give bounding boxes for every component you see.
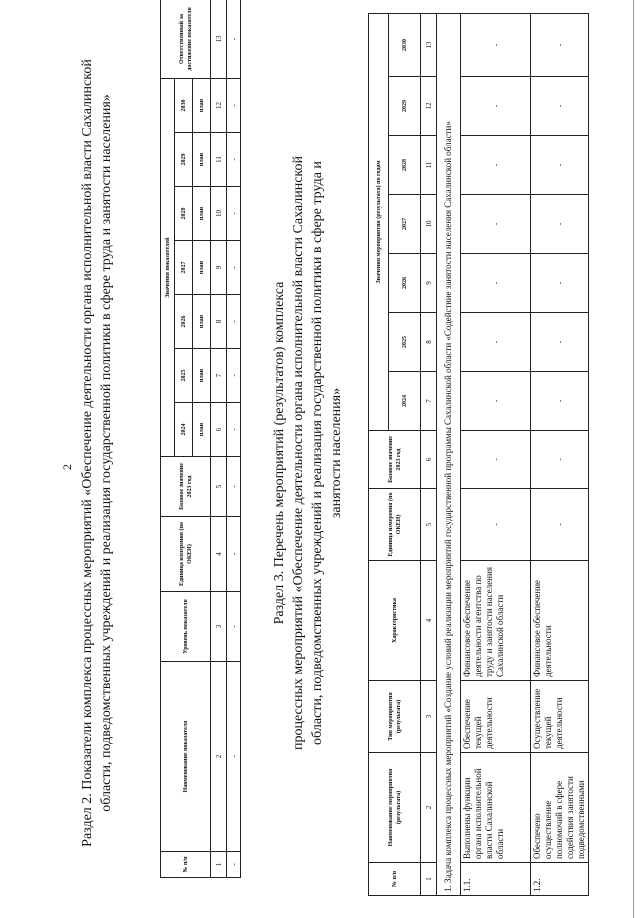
table-cell: - — [227, 78, 241, 132]
year-header: 2026 — [175, 295, 193, 349]
column-number: 9 — [421, 254, 437, 313]
column-number: 4 — [211, 517, 227, 592]
year-header: 2027 — [389, 195, 421, 254]
header-base: Базовое значение 2023 год — [161, 457, 211, 517]
section3-title — [270, 138, 346, 768]
plan-label: план — [193, 133, 211, 187]
header-unit: Единица измерения (по ОКЕИ) — [161, 517, 211, 592]
header-level: Уровень показателя — [161, 592, 211, 662]
column-number: 13 — [211, 0, 227, 78]
plan-label: план — [193, 78, 211, 132]
year-header: 2030 — [389, 13, 421, 76]
measure-name: Выполнены функции органа исполнительной власти Сахалинской области — [461, 753, 531, 863]
plan-label: план — [193, 295, 211, 349]
year-header: 2025 — [389, 313, 421, 372]
plan-label: план — [193, 349, 211, 403]
table-cell: - — [531, 431, 589, 489]
table-cell: - — [531, 254, 589, 313]
year-header: 2024 — [175, 403, 193, 457]
header-responsible: Ответственный за достижение показателя — [161, 0, 211, 78]
header-values: Значения мероприятия (результата) по годам — [369, 13, 389, 430]
table-cell: - — [531, 77, 589, 136]
year-header: 2024 — [389, 372, 421, 431]
column-number: 10 — [211, 187, 227, 241]
column-number: 8 — [421, 313, 437, 372]
column-number: 10 — [421, 195, 437, 254]
table-cell: - — [461, 77, 531, 136]
task-row: 1. Задача комплекса процессных мероприятий «Создание условий реализации мероприятий государственной программы Сахалинской области «Содействие занятости населения Сахалинской области» — [437, 13, 461, 895]
table-cell: - — [227, 133, 241, 187]
table-cell: - — [227, 517, 241, 592]
year-header: 2030 — [175, 78, 193, 132]
section2-title: Раздел 2. Показатели комплекса процессных мероприятий «Обеспечение деятельности органа исполнительной власти Сахалинской области, подведомственных учреждений и реализация государственной политики в сфере труда и занятости населения» — [80, 59, 114, 847]
year-header: 2029 — [389, 77, 421, 136]
measures-table — [368, 13, 589, 896]
header-num: № п/п — [369, 863, 421, 896]
table-cell: - — [531, 372, 589, 431]
column-number: 6 — [211, 403, 227, 457]
column-number: 9 — [211, 241, 227, 295]
header-name: Наименование показателя — [161, 662, 211, 852]
header-characteristic: Характеристика — [369, 561, 421, 681]
table-cell: - — [531, 136, 589, 195]
year-header: 2029 — [175, 133, 193, 187]
column-number: 2 — [211, 662, 227, 852]
header-type: Тип мероприятия (результата) — [369, 681, 421, 753]
table-cell: - — [531, 489, 589, 561]
column-number: 7 — [211, 349, 227, 403]
table-cell: - — [461, 254, 531, 313]
column-number: 3 — [421, 681, 437, 753]
table-cell: - — [461, 313, 531, 372]
page-edge-line — [633, 0, 634, 918]
table-cell: - — [227, 349, 241, 403]
table-cell: - — [461, 489, 531, 561]
plan-label: план — [193, 241, 211, 295]
indicators-table — [160, 0, 241, 878]
row-number: 1.2. — [531, 863, 589, 896]
table-cell: - — [227, 662, 241, 852]
table-cell: - — [461, 136, 531, 195]
column-number: 1 — [211, 852, 227, 878]
column-number: 11 — [421, 136, 437, 195]
table-cell: - — [227, 403, 241, 457]
column-number: 11 — [211, 133, 227, 187]
measure-characteristic: Финансовое обеспечение деятельности агентства по труду и занятости населения Сахалинской области — [461, 561, 531, 681]
column-number: 12 — [421, 77, 437, 136]
table-cell: - — [531, 13, 589, 76]
table-cell: - — [461, 13, 531, 76]
column-number: 7 — [421, 372, 437, 431]
table-cell: - — [227, 241, 241, 295]
table-cell: - — [461, 195, 531, 254]
table-cell: - — [531, 195, 589, 254]
table-cell: - — [227, 852, 241, 878]
column-number: 5 — [421, 489, 437, 561]
plan-label: план — [193, 187, 211, 241]
year-header: 2026 — [389, 254, 421, 313]
table-cell: - — [461, 431, 531, 489]
year-header: 2028 — [389, 136, 421, 195]
column-number: 3 — [211, 592, 227, 662]
column-number: 1 — [421, 863, 437, 896]
table-cell: - — [531, 313, 589, 372]
column-number: 4 — [421, 561, 437, 681]
header-num: № п/п — [161, 852, 211, 878]
measure-type: Осуществление текущей деятельности — [531, 681, 589, 753]
section3-title-rest: процессных мероприятий «Обеспечение деятельности органа исполнительной власти Сахалинской области, подведомственных учреждений и реализация государственной политики в сфере труда и занятости населения» — [291, 156, 344, 751]
plan-label: план — [193, 403, 211, 457]
measure-characteristic: Финансовое обеспечение деятельности — [531, 561, 589, 681]
year-header: 2027 — [175, 241, 193, 295]
year-header: 2028 — [175, 187, 193, 241]
column-number: 5 — [211, 457, 227, 517]
table-cell: - — [227, 592, 241, 662]
header-base: Базовое значение 2023 год — [369, 431, 421, 489]
table-cell: - — [227, 295, 241, 349]
row-number: 1.1. — [461, 863, 531, 896]
header-name: Наименование мероприятия (результата) — [369, 753, 421, 863]
table-cell: - — [227, 457, 241, 517]
section3-title-line1: Раздел 3. Перечень мероприятий (результатов) комплекса — [272, 281, 287, 625]
year-header: 2025 — [175, 349, 193, 403]
table-cell: - — [227, 0, 241, 78]
page-number: 2 — [60, 464, 74, 470]
column-number: 12 — [211, 78, 227, 132]
column-number: 13 — [421, 13, 437, 76]
measure-type: Обеспечение текущей деятельности — [461, 681, 531, 753]
header-unit: Единица измерения (по ОКЕИ) — [369, 489, 421, 561]
column-number: 2 — [421, 753, 437, 863]
column-number: 6 — [421, 431, 437, 489]
measure-name: Обеспечено осуществление полномочий в сфере содействия занятости подведомственными — [531, 753, 589, 863]
column-number: 8 — [211, 295, 227, 349]
table-cell: - — [227, 187, 241, 241]
header-values: Значения показателей — [161, 78, 175, 456]
table-cell: - — [461, 372, 531, 431]
